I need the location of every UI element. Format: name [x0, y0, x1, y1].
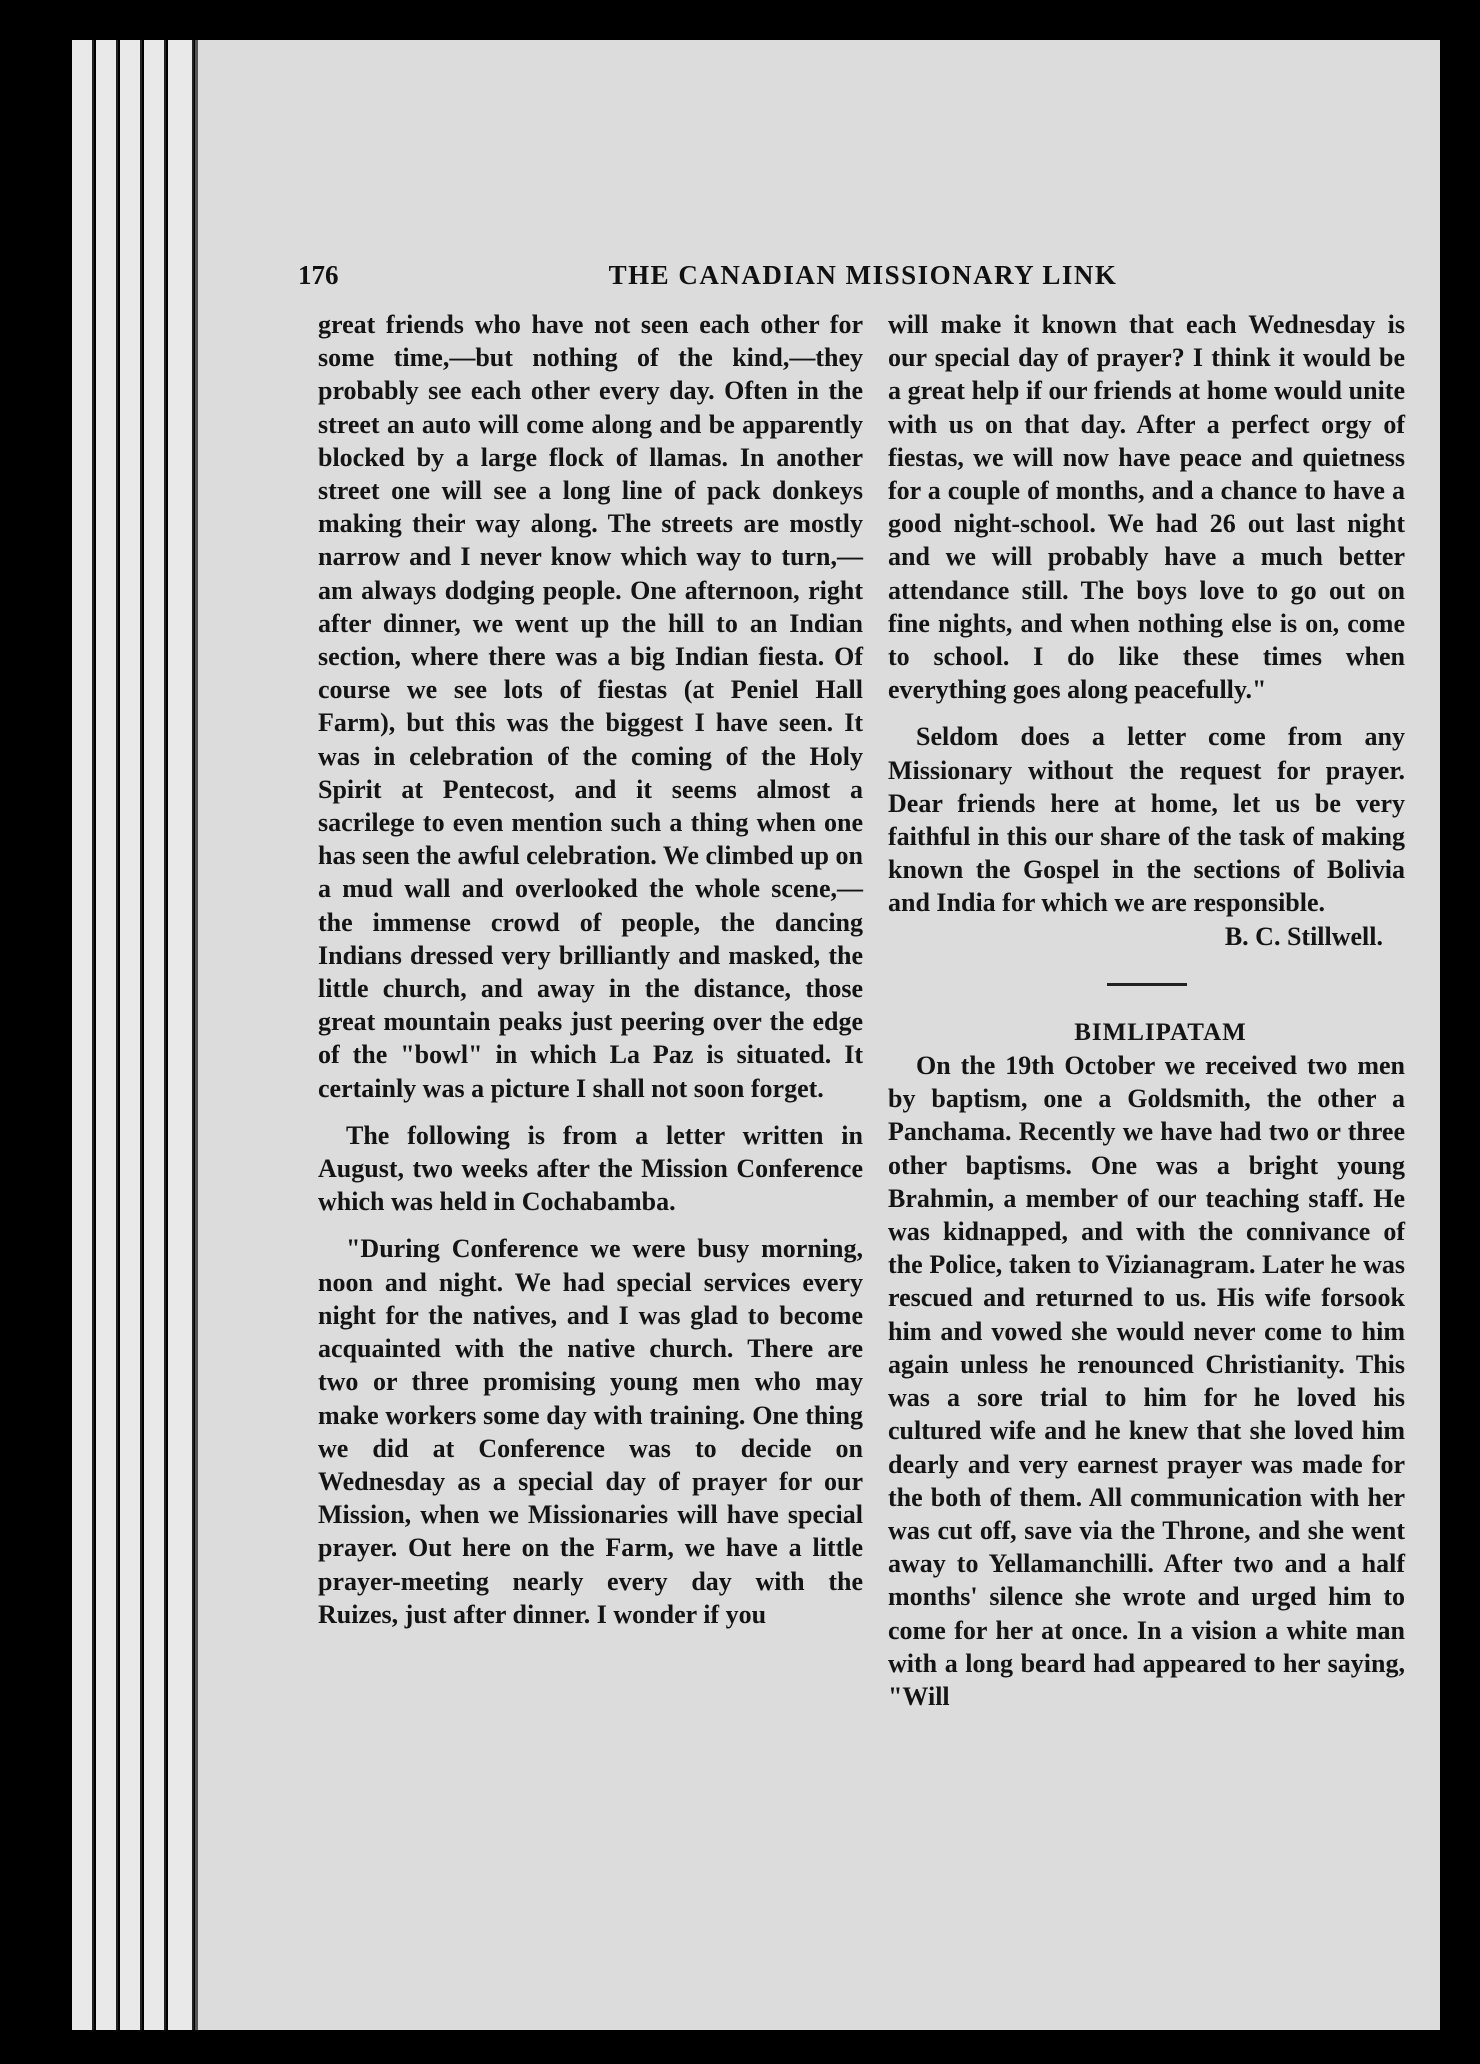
page-edge — [144, 40, 166, 2030]
paragraph: great friends who have not seen each other for some time,—but nothing of the kind,—they probably see each other every day. Often in the street an auto will come along and be apparently blocked by a large flock of llamas. In another street one will see a long line of pack donkeys making their way along. The streets are mostly narrow and I never know which way to turn,—am always dodging people. One afternoon, right after dinner, we went up the hill to an Indian section, where there was a big Indian fiesta. Of course we see lots of fiestas (at Peniel Hall Farm), but this was the biggest I have seen. It was in celebration of the coming of the Holy Spirit at Pentecost, and it seems almost a sacrilege to even mention such a thing when one has seen the awful celebration. We climbed up on a mud wall and overlooked the whole scene,—the immense crowd of people, the dancing Indians dressed very brilliantly and masked, the little church, and away in the distance, those great mountain peaks just peering over the edge of the "bowl" in which La Paz is situated. It certainly was a picture I shall not soon forget. — [318, 310, 863, 1103]
page-number: 176 — [298, 260, 339, 290]
signature: B. C. Stillwell. — [1224, 921, 1383, 951]
right-column — [888, 308, 1405, 1713]
page-edge — [96, 40, 118, 2030]
paragraph: The following is from a letter written in August, two weeks after the Mission Conference which was held in Cochabamba. — [318, 1120, 863, 1217]
page-edge — [72, 40, 94, 2030]
page-edge — [120, 40, 142, 2030]
section-heading: BIMLIPATAM — [1074, 1018, 1247, 1046]
paragraph: Seldom does a letter come from any Missionary without the request for prayer. Dear friends here at home, let us be very faithful in this our share of the task of making known the Gospel in the sections of Bolivia and India for which we are responsible. — [888, 722, 1405, 918]
paragraph: On the 19th October we received two men by baptism, one a Goldsmith, the other a Panchama. Recently we have had two or three other baptisms. One was a bright young Brahmin, a member of our teaching staff. He was kidnapped, and with the connivance of the Police, taken to Vizianagram. Later he was rescued and returned to us. His wife forsook him and vowed she would never come to him again unless he renounced Christianity. This was a sore trial to him for he loved his cultured wife and he knew that she loved him dearly and very earnest prayer was made for the both of them. All communication with her was cut off, save via the Throne, and she went away to Yellamanchilli. After two and a half months' silence she wrote and urged him to come for her at once. In a vision a white man with a long beard had appeared to her saying, "Will — [888, 1051, 1405, 1711]
left-column — [318, 308, 863, 1631]
page-header — [298, 260, 1388, 302]
page-edge — [168, 40, 194, 2030]
running-title: THE CANADIAN MISSIONARY LINK — [608, 260, 1118, 290]
document-page — [195, 40, 1440, 2030]
paragraph: will make it known that each Wednesday is our special day of prayer? I think it would be a great help if our friends at home would unite with us on that day. After a perfect orgy of fiestas, we will now have peace and quietness for a couple of months, and a chance to have a good night-school. We had 26 out last night and we will probably have a much better attendance still. The boys love to go out on fine nights, and when nothing else is on, come to school. I do like these times when everything goes along peacefully." — [888, 310, 1405, 705]
section-divider — [1107, 983, 1187, 986]
paragraph: "During Conference we were busy morning, noon and night. We had special services every night for the natives, and I was glad to become acquainted with the native church. There are two or three promising young men who may make workers some day with training. One thing we did at Conference was to decide on Wednesday as a special day of prayer for our Mission, when we Missionaries will have special prayer. Out here on the Farm, we have a little prayer-meeting nearly every day with the Ruizes, just after dinner. I wonder if you — [318, 1234, 863, 1629]
